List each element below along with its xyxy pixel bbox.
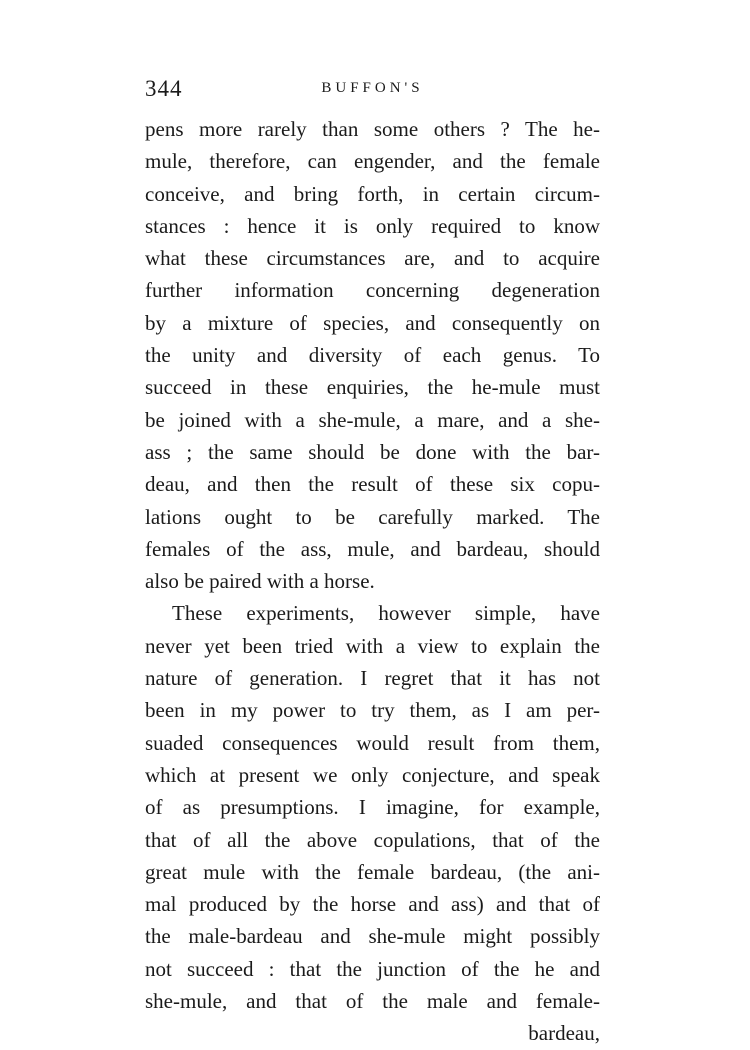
text-line: suaded consequences would result from them, — [145, 730, 600, 755]
text-line: what these circumstances are, and to acquire — [145, 246, 600, 271]
running-title: BUFFON'S — [321, 80, 424, 96]
catchword: bardeau, — [528, 1021, 600, 1046]
text-line: ass ; the same should be done with the bar- — [145, 439, 600, 464]
text-line: be joined with a she-mule, a mare, and a she- — [145, 407, 600, 432]
text-line: which at present we only conjecture, and speak — [145, 762, 600, 787]
page-number: 344 — [145, 76, 183, 101]
text-line: of as presumptions. I imagine, for example, — [145, 795, 600, 820]
text-line: been in my power to try them, as I am per- — [145, 698, 600, 723]
text-line: great mule with the female bardeau, (the ani- — [145, 859, 600, 884]
text-line: also be paired with a horse. — [145, 569, 375, 594]
text-line: not succeed : that the junction of the he and — [145, 956, 600, 981]
text-line: further information concerning degeneration — [145, 278, 600, 303]
text-line: deau, and then the result of these six copu- — [145, 472, 600, 497]
text-line: females of the ass, mule, and bardeau, should — [145, 536, 600, 561]
text-line: the unity and diversity of each genus. To — [145, 343, 600, 368]
text-line: nature of generation. I regret that it has not — [145, 666, 600, 691]
text-line: These experiments, however simple, have — [172, 601, 600, 626]
paragraph-1 — [145, 113, 600, 597]
page-header — [145, 76, 600, 106]
text-line: mule, therefore, can engender, and the female — [145, 149, 600, 174]
text-line: succeed in these enquiries, the he-mule must — [145, 375, 600, 400]
text-line: mal produced by the horse and ass) and that of — [145, 892, 600, 917]
text-line: lations ought to be carefully marked. The — [145, 504, 600, 529]
text-line: stances : hence it is only required to know — [145, 213, 600, 238]
text-line: conceive, and bring forth, in certain circum- — [145, 181, 600, 206]
body-text — [145, 113, 600, 1050]
text-line: the male-bardeau and she-mule might possibly — [145, 924, 600, 949]
text-line: pens more rarely than some others ? The he- — [145, 117, 600, 141]
text-line: that of all the above copulations, that of the — [145, 827, 600, 852]
text-line: by a mixture of species, and consequently on — [145, 310, 600, 335]
paragraph-2 — [145, 597, 600, 1017]
text-line: never yet been tried with a view to explain the — [145, 633, 600, 658]
text-line: she-mule, and that of the male and female- — [145, 989, 600, 1014]
